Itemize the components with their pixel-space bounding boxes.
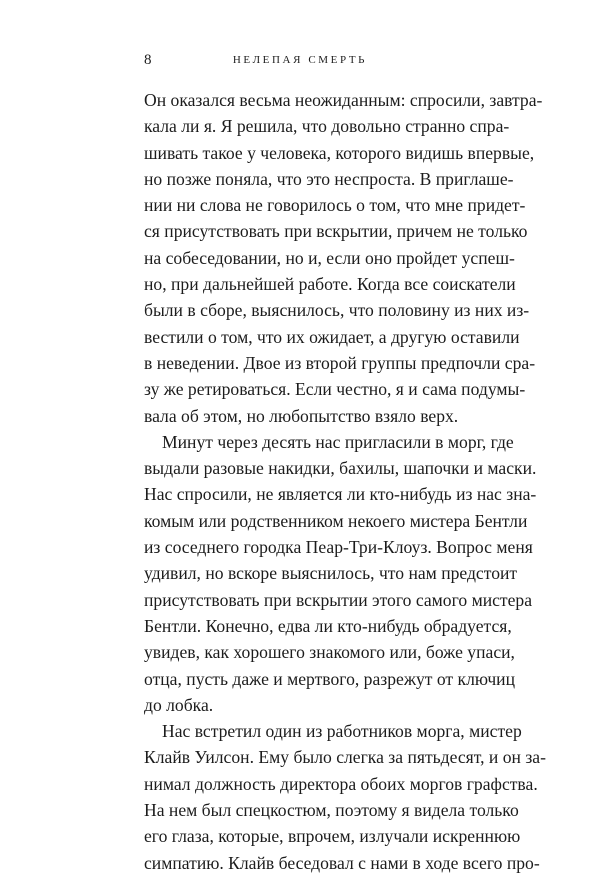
text-line: увидев, как хорошего знакомого или, боже упаси, [144,642,515,663]
text-line: Он оказался весьма неожиданным: спросили, завтра- [144,90,543,110]
text-line: кала ли я. Я решила, что довольно странно спра- [144,116,510,137]
paragraph [144,429,537,718]
text-line: но, при дальнейшей работе. Когда все соискатели [144,274,516,295]
paragraph [144,87,543,429]
text-line: удивил, но вскоре выяснилось, что нам предстоит [144,563,518,584]
running-title: НЕЛЕПАЯ СМЕРТЬ [232,54,368,66]
text-line: вестили о том, что их ожидает, а другую оставили [144,326,520,347]
body-text [144,87,546,876]
paragraph [144,718,546,876]
text-line: но позже поняла, что это неспроста. В приглаше- [144,168,514,189]
text-line: симпатию. Клайв беседовал с нами в ходе всего про- [144,852,540,873]
text-line: отца, пусть даже и мертвого, разрежут от ключиц [144,668,515,689]
text-line: нимал должность директора обоих моргов графства. [144,773,538,794]
text-line: комым или родственником некоего мистера Бентли [144,510,528,531]
text-line: Минут через десять нас пригласили в морг, где [162,431,514,452]
text-line: его глаза, которые, впрочем, излучали искреннюю [144,826,521,847]
text-line: Нас встретил один из работников морга, мистер [162,721,522,742]
text-line: присутствовать при вскрытии этого самого мистера [144,589,533,610]
text-line: в неведении. Двое из второй группы предпочли сра- [144,352,536,373]
text-line: из соседнего городка Пеар-Три-Клоуз. Вопрос меня [144,537,533,558]
text-line: Нас спросили, не является ли кто-нибудь из нас зна- [144,484,537,505]
text-line: на собеседовании, но и, если оно пройдет успеш- [144,247,515,268]
text-line: шивать такое у человека, которого видишь впервые, [144,142,535,163]
text-line: Бентли. Конечно, едва ли кто-нибудь обрадуется, [144,615,512,636]
text-line: вала об этом, но любопытство взяло верх. [144,405,459,426]
text-line: На нем был спецкостюм, поэтому я видела только [144,800,519,821]
text-line: до лобка. [144,694,214,715]
text-line: нии ни слова не говорилось о том, что мне придет- [144,195,526,216]
page-number: 8 [144,52,152,68]
text-line: выдали разовые накидки, бахилы, шапочки и маски. [144,458,537,479]
text-line: зу же ретироваться. Если честно, я и сама подумы- [144,379,526,400]
text-line: Клайв Уилсон. Ему было слегка за пятьдесят, и он за- [144,747,546,768]
text-line: были в сборе, выяснилось, что половину из них из- [144,300,530,321]
running-head [144,50,456,70]
text-line: ся присутствовать при вскрытии, причем не только [144,221,528,242]
